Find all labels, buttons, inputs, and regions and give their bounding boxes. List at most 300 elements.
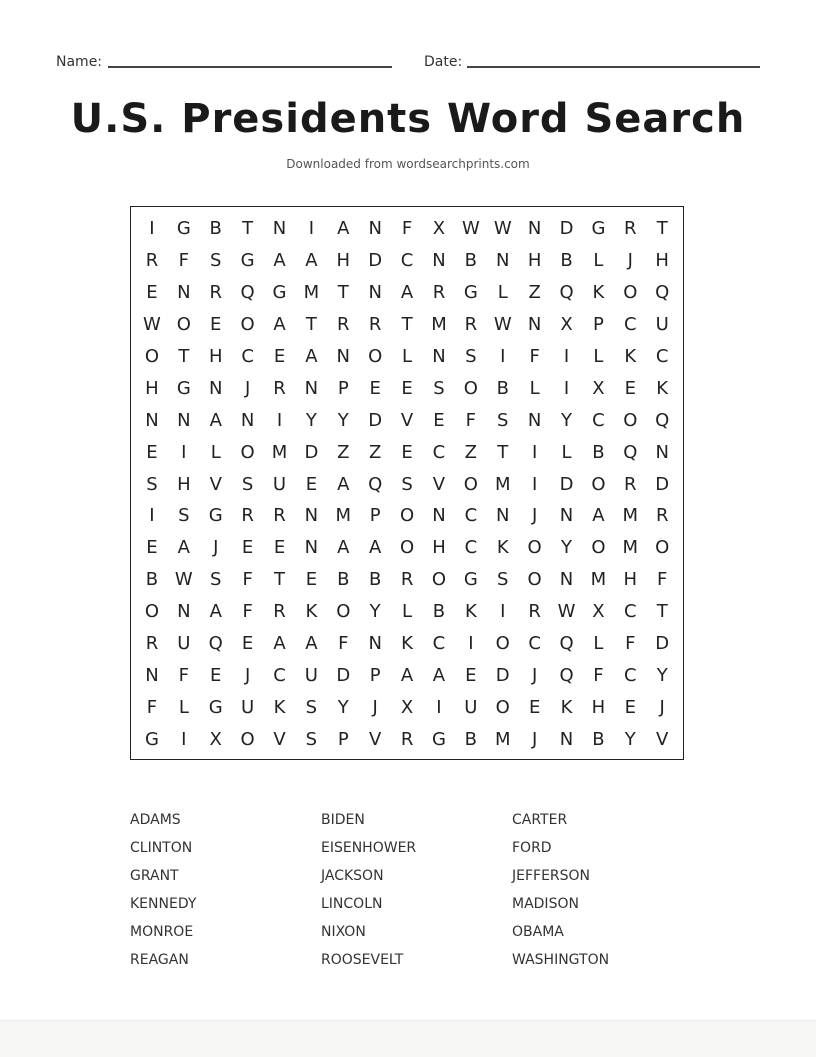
grid-letter: B (337, 569, 350, 591)
grid-letter: S (210, 569, 222, 591)
grid-letter: U (272, 473, 287, 495)
grid-letter: H (177, 473, 191, 495)
grid-letter: B (496, 377, 509, 399)
grid-letter: N (496, 250, 510, 272)
word-list-item: MADISON (512, 896, 579, 912)
grid-letter: X (432, 218, 446, 240)
grid-letter: E (465, 664, 477, 686)
grid-letter: E (369, 377, 381, 399)
grid-letter: L (402, 346, 413, 367)
grid-letter: V (656, 728, 669, 750)
grid-letter: T (305, 314, 317, 336)
grid-letter: A (273, 633, 286, 655)
grid-letter: R (337, 314, 350, 336)
grid-letter: E (273, 537, 286, 559)
grid-letter: B (209, 218, 222, 240)
grid-letter: K (496, 537, 509, 559)
grid-letter: M (335, 505, 352, 527)
grid-letter: M (622, 505, 639, 527)
grid-letter: O (240, 441, 255, 463)
grid-letter: A (337, 218, 350, 240)
grid-letter: W (143, 314, 161, 336)
word-list-item: GRANT (130, 868, 179, 884)
grid-letter: F (146, 696, 158, 718)
grid-letter: O (463, 377, 478, 399)
word-list-item: ROOSEVELT (321, 952, 404, 968)
grid-letter: E (146, 441, 158, 463)
grid-letter: B (592, 441, 605, 463)
page-title: U.S. Presidents Word Search (70, 96, 746, 142)
word-list-item: CARTER (512, 812, 568, 828)
grid-letter: H (623, 569, 638, 591)
grid-letter: P (337, 377, 349, 399)
word-list-item: KENNEDY (130, 896, 197, 912)
grid-letter: O (495, 633, 510, 655)
grid-letter: P (337, 728, 349, 750)
grid-letter: K (401, 633, 413, 655)
grid-letter: R (273, 505, 286, 527)
grid-letter: M (494, 473, 511, 495)
grid-letter: U (464, 696, 478, 718)
grid-letter: J (531, 728, 538, 750)
grid-letter: N (527, 218, 542, 240)
grid-letter: J (531, 505, 538, 527)
grid-letter: O (176, 314, 191, 336)
grid-letter: O (336, 601, 351, 623)
grid-letter: A (273, 250, 286, 272)
grid-letter: O (591, 537, 606, 559)
footer-band (0, 1020, 816, 1057)
grid-letter: O (527, 569, 542, 591)
grid-letter: Y (561, 537, 573, 559)
grid-letter: A (369, 537, 382, 559)
grid-letter: F (657, 569, 668, 591)
grid-letter: W (493, 314, 512, 336)
word-list-item: MONROE (130, 924, 194, 940)
grid-letter: C (655, 346, 669, 367)
grid-letter: G (176, 377, 191, 399)
grid-letter: X (209, 728, 222, 750)
grid-letter: A (400, 664, 414, 686)
grid-letter: R (400, 728, 414, 750)
grid-letter: D (655, 633, 670, 655)
grid-letter: S (433, 377, 445, 399)
grid-letter: K (656, 377, 669, 399)
grid-letter: H (591, 696, 606, 718)
grid-letter: N (304, 537, 319, 559)
grid-letter: C (464, 537, 478, 559)
grid-letter: I (276, 409, 283, 431)
grid-letter: L (561, 441, 572, 463)
grid-letter: J (244, 377, 251, 399)
date-label: Date: (424, 54, 463, 70)
grid-letter: F (401, 218, 413, 240)
grid-letter: N (527, 314, 542, 336)
word-search-grid-box (130, 206, 684, 760)
grid-letter: G (208, 696, 223, 718)
grid-letter: J (372, 696, 378, 718)
grid-letter: F (178, 250, 190, 272)
grid-letter: D (559, 218, 574, 240)
grid-letter: N (368, 218, 382, 240)
grid-letter: N (304, 377, 319, 399)
grid-letter: F (529, 346, 540, 367)
grid-letter: I (181, 728, 187, 750)
word-list-item: FORD (512, 840, 552, 856)
grid-letter: B (560, 250, 573, 272)
grid-letter: E (305, 569, 318, 591)
grid-letter: E (433, 409, 445, 431)
grid-letter: Q (623, 441, 638, 463)
grid-letter: F (465, 409, 477, 431)
grid-letter: D (304, 441, 319, 463)
grid-letter: P (369, 664, 381, 686)
grid-letter: S (497, 409, 509, 431)
grid-letter: I (149, 218, 155, 240)
grid-letter: J (627, 250, 633, 272)
grid-letter: R (145, 250, 159, 272)
grid-letter: R (368, 314, 382, 336)
word-list-item: EISENHOWER (321, 840, 417, 856)
grid-letter: Q (368, 473, 383, 495)
grid-letter: C (592, 409, 605, 431)
grid-letter: J (213, 537, 219, 559)
word-list-item: CLINTON (130, 840, 193, 856)
grid-letter: E (146, 282, 158, 304)
grid-letter: R (145, 633, 159, 655)
grid-letter: E (305, 473, 318, 495)
grid-letter: X (592, 377, 605, 399)
grid-letter: Y (624, 728, 636, 750)
grid-letter: K (305, 601, 318, 623)
grid-letter: L (529, 377, 540, 399)
grid-letter: N (559, 505, 574, 527)
grid-letter: B (369, 569, 382, 591)
grid-letter: N (527, 409, 542, 431)
grid-letter: O (527, 537, 542, 559)
grid-letter: G (463, 282, 478, 304)
grid-letter: R (624, 473, 637, 495)
grid-letter: O (144, 346, 160, 367)
grid-letter: N (432, 346, 446, 367)
grid-letter: I (563, 346, 570, 367)
grid-letter: U (304, 664, 318, 686)
grid-letter: O (431, 569, 447, 591)
grid-letter: Q (240, 282, 255, 304)
grid-letter: A (400, 282, 414, 304)
grid-letter: X (592, 601, 605, 623)
grid-letter: C (273, 664, 286, 686)
grid-letter: R (655, 505, 669, 527)
grid-letter: R (432, 282, 446, 304)
grid-letter: H (208, 346, 223, 367)
grid-letter: E (624, 377, 636, 399)
grid-letter: D (336, 664, 351, 686)
grid-letter: S (241, 473, 254, 495)
grid-letter: B (592, 728, 605, 750)
grid-letter: A (305, 633, 318, 655)
grid-letter: G (463, 569, 478, 591)
grid-letter: R (209, 282, 222, 304)
grid-letter: A (209, 601, 222, 623)
grid-letter: A (305, 346, 318, 367)
grid-letter: N (177, 601, 191, 623)
grid-letter: X (400, 696, 414, 718)
grid-letter: N (559, 569, 574, 591)
grid-letter: N (432, 250, 446, 272)
grid-letter: T (242, 218, 254, 240)
grid-letter: N (496, 505, 510, 527)
grid-letter: Z (528, 282, 541, 304)
grid-letter: U (655, 314, 669, 336)
grid-letter: V (273, 728, 286, 750)
grid-letter: X (560, 314, 573, 336)
grid-letter: E (210, 314, 222, 336)
grid-letter: E (624, 696, 636, 718)
name-label: Name: (56, 54, 103, 70)
grid-letter: K (624, 346, 637, 367)
grid-letter: M (494, 728, 511, 750)
grid-letter: U (177, 633, 191, 655)
grid-letter: R (241, 505, 254, 527)
grid-letter: W (557, 601, 576, 623)
grid-letter: C (624, 664, 637, 686)
grid-letter: I (563, 377, 570, 399)
grid-letter: O (144, 601, 160, 623)
date-line (467, 66, 760, 68)
grid-letter: F (338, 633, 349, 655)
grid-letter: S (210, 250, 222, 272)
grid-letter: I (181, 441, 187, 463)
grid-letter: K (464, 601, 477, 623)
grid-letter: I (468, 633, 474, 655)
grid-letter: E (273, 346, 286, 367)
grid-letter: R (273, 377, 286, 399)
grid-letter: L (402, 601, 413, 623)
grid-letter: A (337, 473, 350, 495)
grid-letter: O (655, 537, 670, 559)
grid-letter: K (560, 696, 573, 718)
grid-letter: V (432, 473, 446, 495)
grid-letter: C (624, 601, 637, 623)
grid-letter: A (432, 664, 446, 686)
grid-letter: J (531, 664, 538, 686)
grid-letter: I (531, 441, 538, 463)
grid-letter: W (493, 218, 512, 240)
grid-letter: U (241, 696, 255, 718)
grid-letter: J (244, 664, 251, 686)
word-list (130, 810, 690, 978)
grid-letter: Z (337, 441, 350, 463)
grid-letter: N (304, 505, 319, 527)
grid-letter: A (592, 505, 605, 527)
grid-letter: C (432, 633, 446, 655)
word-list-item: BIDEN (321, 812, 365, 828)
grid-letter: I (308, 218, 315, 240)
word-list-item: LINCOLN (321, 896, 383, 912)
grid-letter: Q (655, 409, 670, 431)
word-list-item: REAGAN (130, 952, 189, 968)
grid-letter: O (623, 409, 638, 431)
grid-letter: R (400, 569, 414, 591)
grid-letter: N (432, 505, 446, 527)
grid-letter: A (337, 537, 350, 559)
word-list-item: WASHINGTON (512, 952, 610, 968)
grid-letter: B (464, 250, 478, 272)
grid-letter: T (656, 218, 668, 240)
grid-letter: T (401, 314, 413, 336)
grid-letter: N (368, 633, 382, 655)
grid-letter: S (305, 728, 318, 750)
grid-letter: T (178, 346, 190, 367)
grid-letter: G (208, 505, 223, 527)
grid-letter: M (590, 569, 607, 591)
grid-letter: R (624, 218, 637, 240)
grid-letter: V (209, 473, 222, 495)
grid-letter: F (242, 601, 253, 623)
name-line (108, 66, 392, 68)
grid-letter: D (368, 250, 383, 272)
grid-letter: N (145, 664, 159, 686)
grid-letter: E (401, 441, 413, 463)
grid-letter: F (242, 569, 253, 591)
grid-letter: O (495, 696, 510, 718)
grid-letter: Y (656, 664, 668, 686)
grid-letter: T (497, 441, 509, 463)
grid-letter: Z (464, 441, 478, 463)
grid-letter: E (528, 696, 541, 718)
grid-letter: D (655, 473, 670, 495)
grid-letter: G (176, 218, 191, 240)
grid-letter: I (500, 601, 506, 623)
grid-letter: R (528, 601, 541, 623)
grid-letter: M (271, 441, 288, 463)
grid-letter: Y (561, 409, 573, 431)
grid-letter: R (273, 601, 286, 623)
grid-letter: M (622, 537, 639, 559)
grid-letter: C (624, 314, 637, 336)
grid-letter: N (272, 218, 287, 240)
grid-letter: K (592, 282, 605, 304)
grid-letter: C (464, 505, 478, 527)
grid-letter: Q (208, 633, 223, 655)
grid-letter: W (174, 569, 193, 591)
grid-letter: K (273, 696, 286, 718)
grid-letter: F (593, 664, 604, 686)
word-list-item: JEFFERSON (512, 868, 591, 884)
grid-letter: J (659, 696, 665, 718)
grid-letter: L (210, 441, 221, 463)
grid-letter: P (592, 314, 604, 336)
grid-letter: Y (337, 409, 349, 431)
grid-letter: Q (559, 664, 574, 686)
grid-letter: S (178, 505, 190, 527)
grid-letter: D (559, 473, 574, 495)
grid-letter: N (240, 409, 255, 431)
grid-letter: B (464, 728, 478, 750)
grid-letter: Y (369, 601, 381, 623)
grid-letter: B (145, 569, 159, 591)
grid-letter: E (241, 537, 254, 559)
grid-letter: E (210, 664, 222, 686)
grid-letter: V (369, 728, 382, 750)
grid-letter: B (432, 601, 446, 623)
grid-letter: G (144, 728, 159, 750)
word-list-item: OBAMA (512, 924, 564, 940)
grid-letter: G (591, 218, 606, 240)
grid-letter: M (431, 314, 447, 336)
grid-letter: S (305, 696, 318, 718)
grid-letter: S (146, 473, 158, 495)
grid-letter: N (145, 409, 159, 431)
grid-letter: H (432, 537, 446, 559)
grid-letter: D (368, 409, 383, 431)
grid-letter: L (178, 696, 189, 718)
grid-letter: O (623, 282, 638, 304)
grid-letter: L (593, 633, 604, 655)
grid-letter: I (436, 696, 442, 718)
grid-letter: S (465, 346, 477, 367)
grid-letter: N (177, 282, 191, 304)
grid-letter: N (559, 728, 574, 750)
grid-letter: O (463, 473, 478, 495)
grid-letter: G (272, 282, 287, 304)
grid-letter: L (497, 282, 508, 304)
grid-letter: G (431, 728, 446, 750)
grid-letter: T (274, 569, 285, 591)
grid-letter: E (241, 633, 254, 655)
grid-letter: H (655, 250, 669, 272)
grid-letter: G (240, 250, 255, 272)
grid-letter: C (241, 346, 254, 367)
grid-letter: N (177, 409, 191, 431)
grid-letter: Q (559, 633, 574, 655)
grid-letter: I (531, 473, 538, 495)
grid-letter: Y (337, 696, 349, 718)
grid-letter: O (591, 473, 606, 495)
grid-letter: I (149, 505, 155, 527)
grid-letter: M (303, 282, 320, 304)
grid-letter: O (399, 505, 415, 527)
grid-letter: T (337, 282, 349, 304)
grid-letter: C (528, 633, 541, 655)
grid-letter: O (399, 537, 415, 559)
grid-letter: C (400, 250, 414, 272)
word-list-item: ADAMS (130, 812, 181, 828)
grid-letter: L (593, 250, 604, 272)
grid-letter: Z (369, 441, 382, 463)
grid-letter: Y (305, 409, 317, 431)
grid-letter: D (495, 664, 510, 686)
grid-letter: S (401, 473, 413, 495)
grid-letter: O (240, 728, 255, 750)
grid-letter: H (145, 377, 159, 399)
grid-letter: V (400, 409, 414, 431)
grid-letter: C (432, 441, 446, 463)
grid-letter: S (497, 569, 509, 591)
grid-letter: H (527, 250, 542, 272)
grid-letter: F (625, 633, 636, 655)
grid-letter: O (240, 314, 255, 336)
source-subtitle: Downloaded from wordsearchprints.com (286, 157, 530, 171)
grid-letter: O (368, 346, 383, 367)
grid-letter: Q (655, 282, 670, 304)
grid-letter: P (369, 505, 381, 527)
grid-letter: N (336, 346, 351, 367)
grid-letter: H (336, 250, 351, 272)
grid-letter: W (461, 218, 480, 240)
letter-grid (136, 213, 678, 755)
